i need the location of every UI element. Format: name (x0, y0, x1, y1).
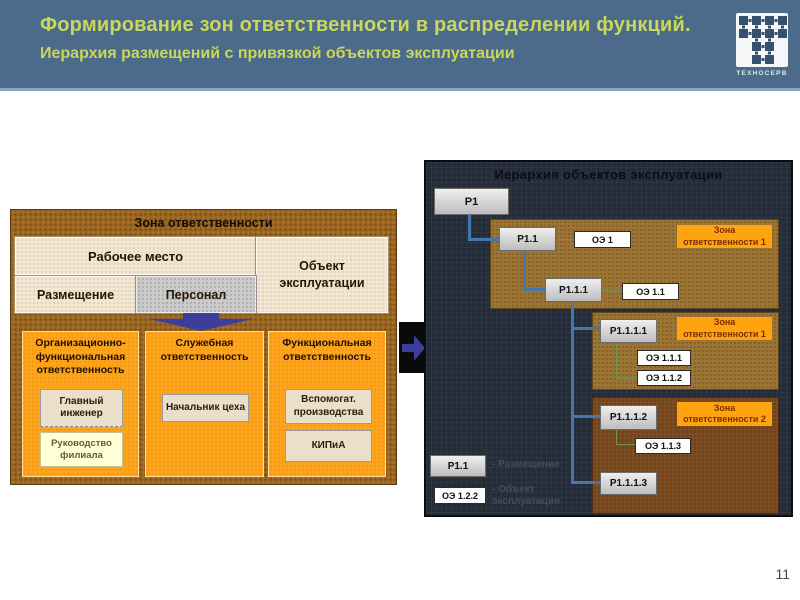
node-p1: Р1 (434, 188, 509, 215)
column-item: Главный инженер (40, 389, 123, 427)
connector-line (571, 415, 601, 418)
zone-responsibility-diagram (10, 209, 397, 485)
column-item: Начальник цеха (162, 394, 249, 422)
hierarchy-diagram (424, 160, 793, 517)
column-item: Руководство филиала (40, 432, 123, 467)
node-p1-1-1: Р1.1.1 (545, 278, 602, 302)
legend-object-label: - Объект эксплуатации (492, 484, 561, 507)
connector-line (616, 444, 635, 445)
legend-placement-node: Р1.1 (430, 455, 486, 477)
personnel-box: Персонал (136, 276, 256, 313)
hierarchy-title: Иерархия объектов эксплуатации (494, 167, 723, 182)
node-p1-1: Р1.1 (499, 227, 556, 251)
connector-line (571, 327, 601, 330)
zone-badge-1b: Зона ответственности 1 (677, 317, 772, 340)
column-header: Организационно-функциональная ответственность (35, 337, 126, 377)
logo-grid-icon (736, 13, 788, 67)
operation-object-box: Объект эксплуатации (256, 237, 388, 313)
right-arrow-icon (402, 335, 425, 361)
column-header: Служебная ответственность (160, 337, 249, 363)
slide-subtitle: Иерархия размещений с привязкой объектов эксплуатации (40, 45, 515, 62)
workplace-box: Рабочее место (15, 237, 256, 275)
connector-line (616, 378, 637, 379)
connector-line (468, 212, 471, 241)
legend-placement-label: - Размещение (492, 459, 560, 470)
zone-diagram-title: Зона ответственности (134, 216, 273, 230)
node-p1-1-1-3: Р1.1.1.3 (600, 472, 657, 495)
logo-wordmark: ТЕХНОСЕРВ (736, 70, 788, 77)
zone-badge-2: Зона ответственности 2 (677, 402, 772, 426)
legend-object-node: ОЭ 1.2.2 (434, 487, 486, 504)
connector-line (600, 290, 622, 291)
column-item: Вспомогат. производства (285, 389, 372, 424)
node-p1-1-1-2: Р1.1.1.2 (600, 405, 657, 430)
placement-box: Размещение (15, 276, 136, 313)
column-item: КИПиА (285, 430, 372, 462)
connector-line (616, 341, 617, 379)
zone-badge-1: Зона ответственности 1 (677, 225, 772, 248)
connector-line (554, 239, 574, 240)
connector-line (523, 288, 546, 291)
technoserv-logo (736, 13, 788, 67)
node-oe-1-1: ОЭ 1.1 (622, 283, 679, 300)
page-number: 11 (775, 566, 790, 582)
node-oe-1-1-3: ОЭ 1.1.3 (635, 438, 691, 454)
column-header: Функциональная ответственность (282, 337, 372, 363)
down-arrow-icon (148, 313, 254, 331)
connector-line (616, 428, 617, 445)
node-oe-1-1-1: ОЭ 1.1.1 (637, 350, 691, 366)
column-service (145, 331, 264, 477)
slide-title: Формирование зон ответственности в распределении функций. (40, 14, 691, 36)
node-oe-1: ОЭ 1 (574, 231, 631, 248)
node-oe-1-1-2: ОЭ 1.1.2 (637, 370, 691, 386)
connector-line (616, 357, 637, 358)
connector-line (468, 238, 500, 241)
connector-line (571, 481, 601, 484)
header-bar (0, 0, 800, 91)
column-org-functional (22, 331, 139, 477)
column-functional (268, 331, 386, 477)
connector-line (523, 249, 526, 291)
node-p1-1-1-1: Р1.1.1.1 (600, 319, 657, 343)
